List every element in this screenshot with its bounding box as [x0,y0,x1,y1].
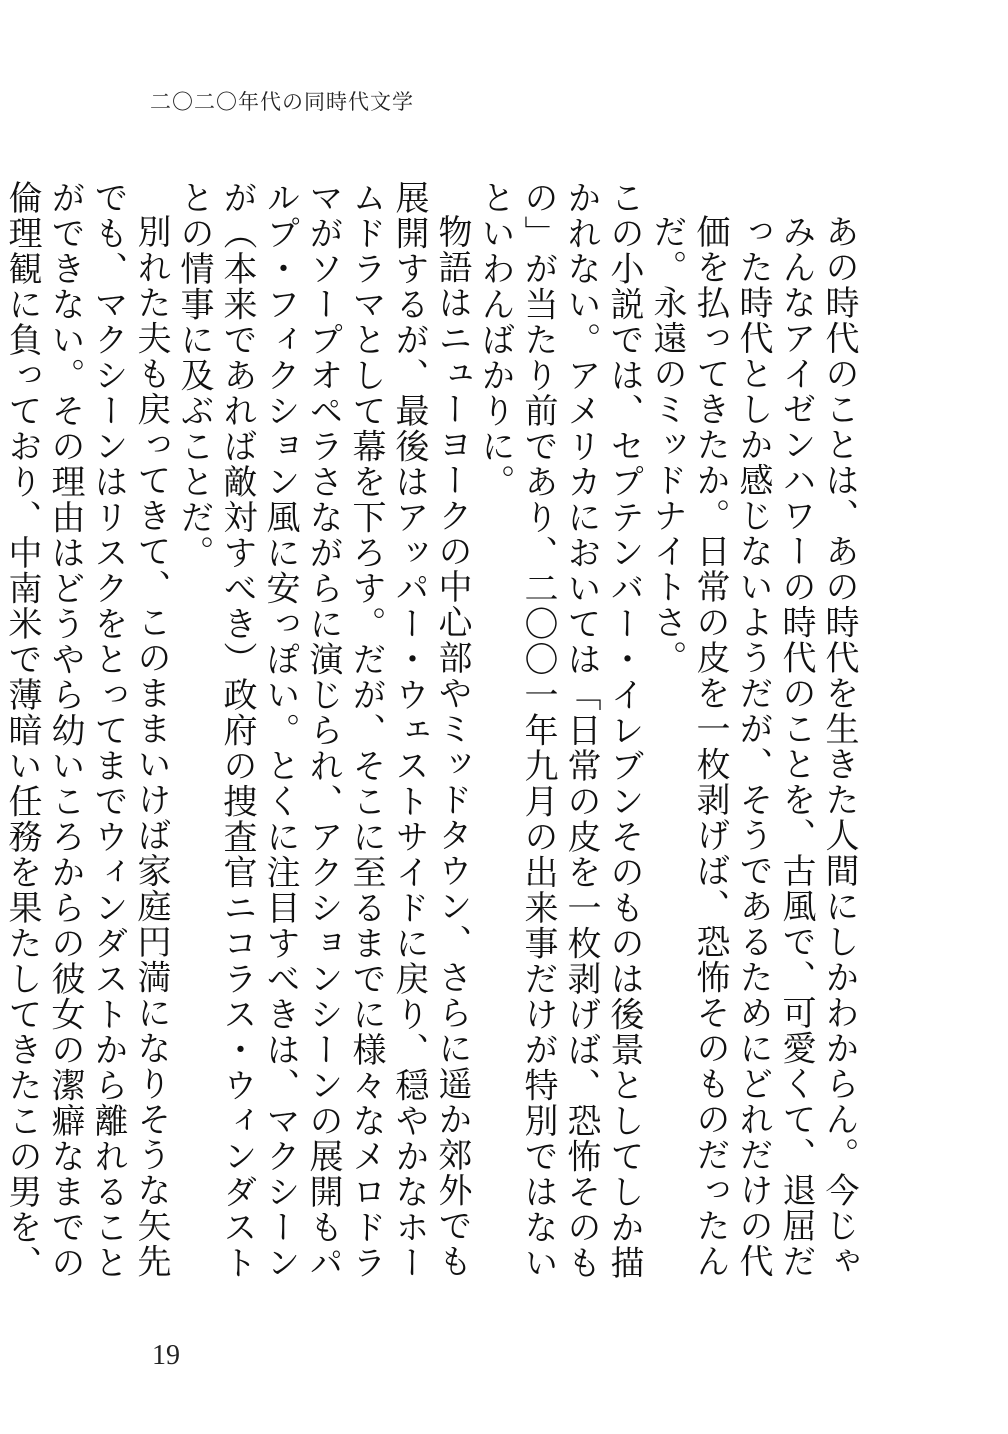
paragraph-quote: あの時代のことは、あの時代を生きた人間にしかわからん。今じゃみんなアイゼンハワーの時代のことを、古風で、可愛くて、退屈だった時代としか感じないようだが、そうであるためにどれだけの代価を払ってきたか。日常の皮を一枚剥げば、恐怖そのものだったんだ。永遠のミッドナイトさ。 [647,214,859,1279]
paragraph: 物語はニューヨークの中心部やミッドタウン、さらに遥か郊外でも展開するが、最後はアッパー・ウェストサイドに戻り、穏やかなホームドラマとして幕を下ろす。だが、そこに至るまでに様々なメロドラマがソープオペラさながらに演じられ、アクションシーンの展開もパルプ・フィクション風に安っぽい。とくに注目すべきは、マクシーンが（本来であれば敵対すべき）政府の捜査官ニコラス・ウィンダストとの情事に及ぶことだ。 [174,180,472,1281]
page-number: 19 [152,1340,180,1371]
running-title: 二〇二〇年代の同時代文学 [150,90,414,114]
paragraph: この小説では、セプテンバー・イレブンそのものは後景としてしか描かれない。アメリカにおいては「日常の皮を一枚剥げば、恐怖そのもの」が当たり前であり、二〇〇一年九月の出来事だけが特別ではないといわんばかりに。 [475,180,644,1281]
paragraph: 別れた夫も戻ってきて、このままいけば家庭円満になりそうな矢先でも、マクシーンはリスクをとってまでウィンダストから離れることができない。その理由はどうやら幼いころからの彼女の潔癖なまでの倫理観に負っており、中南米で薄暗い任務を果たしてきたこの男を、 [2,180,171,1281]
body-text [2,180,860,1310]
